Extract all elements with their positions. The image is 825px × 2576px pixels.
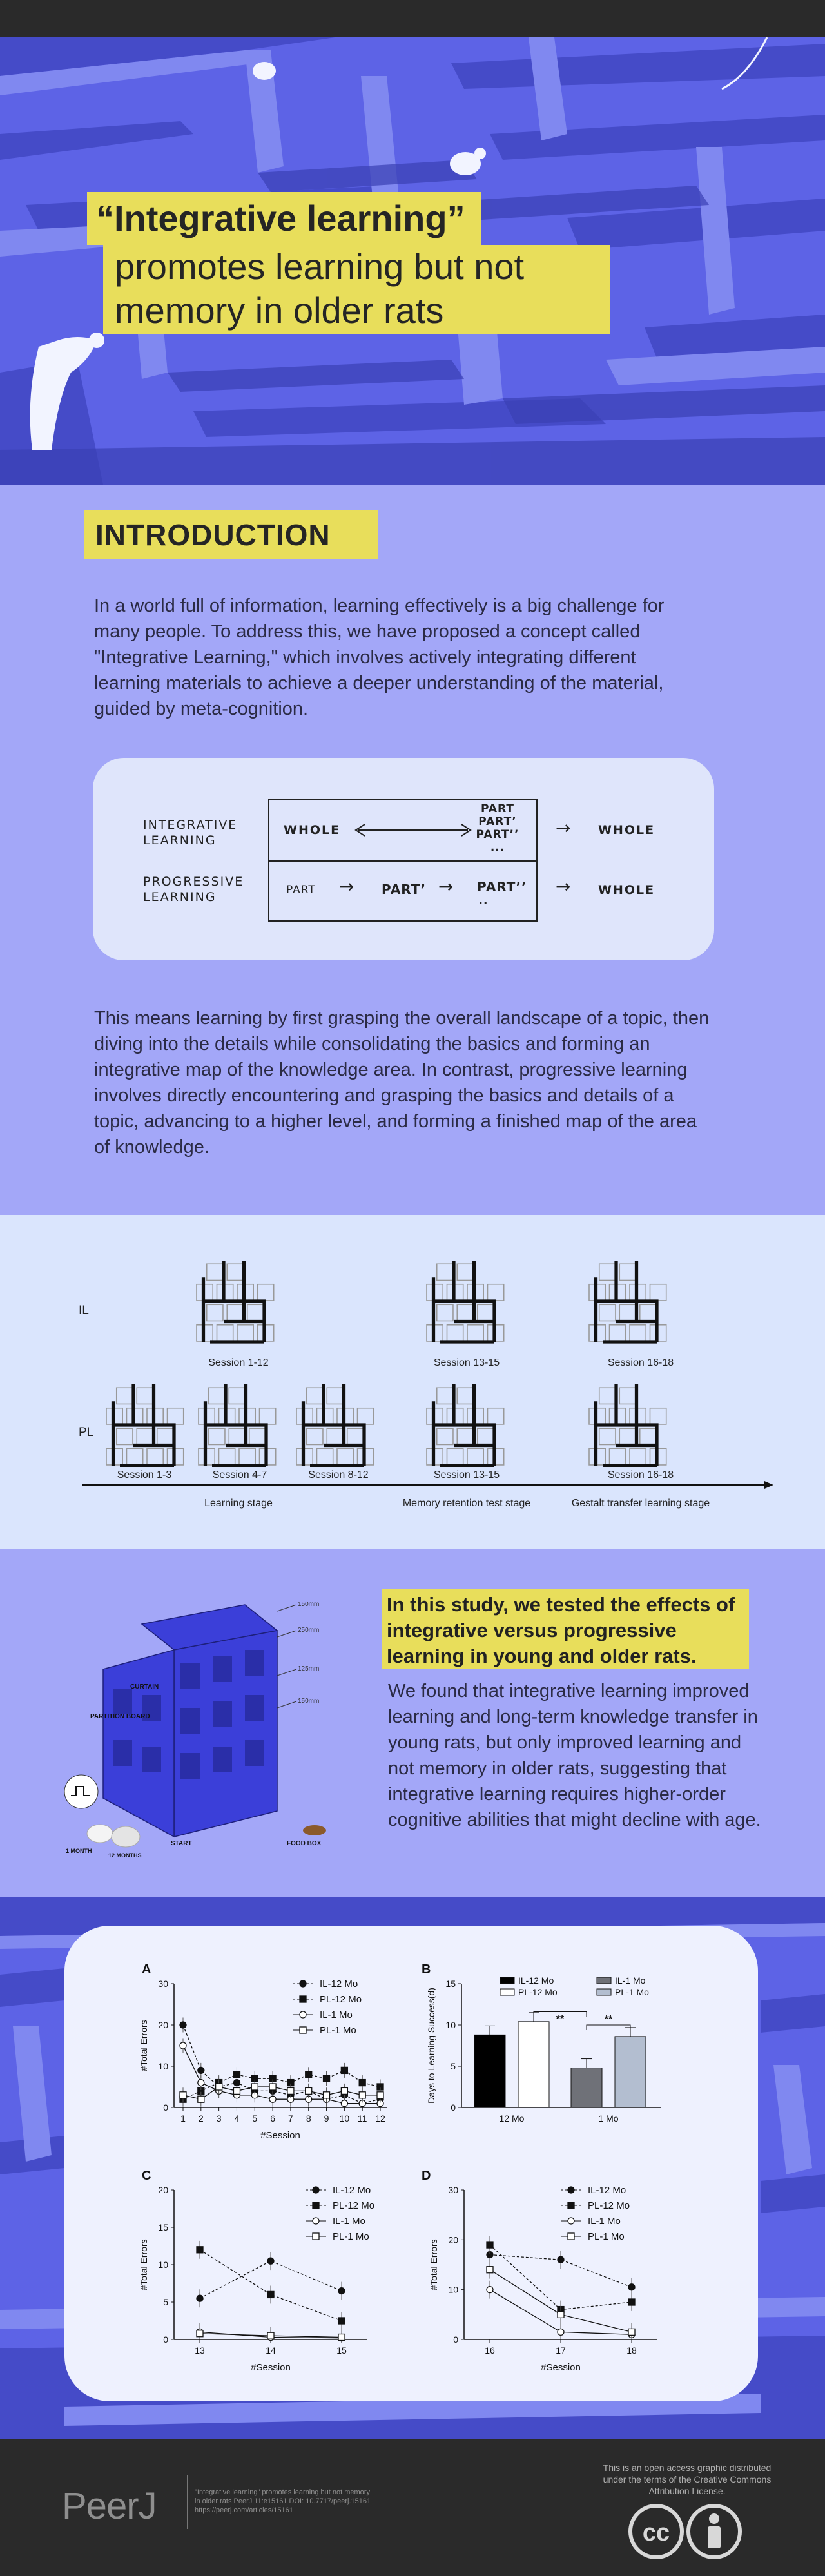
x-tick-label-B: 12 Mo xyxy=(499,2113,525,2124)
significance-label-B: ** xyxy=(604,2014,613,2025)
citation xyxy=(195,2488,427,2515)
integrative-label-line2: LEARNING xyxy=(143,833,217,847)
food-box-label: FOOD BOX xyxy=(287,1840,322,1847)
month1-label: 1 MONTH xyxy=(66,1848,92,1854)
x-tick-label-A: 3 xyxy=(216,2113,222,2124)
arrow-icon: → xyxy=(438,876,455,897)
pl-maze-4 xyxy=(427,1384,504,1466)
legend-label-A: IL-1 Mo xyxy=(320,2009,353,2020)
legend-label-D: IL-12 Mo xyxy=(588,2185,626,2196)
y-tick-label-D: 10 xyxy=(448,2284,458,2295)
title-block xyxy=(103,245,610,334)
integrative-whole: WHOLE xyxy=(284,823,341,837)
panel-label-B: B xyxy=(422,1962,431,1977)
x-tick-label-A: 6 xyxy=(270,2113,275,2124)
x-axis-label-A: #Session xyxy=(260,2130,300,2141)
citation-line-2: in older rats PeerJ 11:e15161 DOI: 10.7717/peerj.15161 xyxy=(195,2497,371,2505)
x-tick-label-A: 5 xyxy=(252,2113,258,2124)
y-axis-label-D: #Total Errors xyxy=(429,2239,439,2290)
y-tick-label-D: 0 xyxy=(453,2334,458,2345)
thought-bubble xyxy=(64,1775,98,1808)
title-line-1: “Integrative learning” xyxy=(87,192,481,245)
y-tick-label-B: 0 xyxy=(451,2102,456,2113)
legend-label-B: IL-12 Mo xyxy=(518,1975,554,1986)
il-session-2: Session 13-15 xyxy=(433,1357,500,1368)
x-axis-label-D: #Session xyxy=(541,2362,581,2373)
progressive-part1: PART’ xyxy=(382,882,427,897)
parts-stack xyxy=(472,802,523,854)
progressive-ellipsis: .. xyxy=(478,895,489,907)
introduction-heading: INTRODUCTION xyxy=(84,510,378,559)
dim-3: 125mm xyxy=(298,1665,320,1672)
intro-paragraph-1: In a world full of information, learning effectively is a big challenge for many people. To address this, we have proposed a concept called "Integrative Learning," which involves actively integrating different learning materials to achieve a deeper understanding of the material, guided by meta-cognition. xyxy=(94,596,665,719)
pl-row-label: PL xyxy=(79,1426,94,1439)
x-axis-label-C: #Session xyxy=(251,2362,291,2373)
legend-label-C: IL-1 Mo xyxy=(333,2216,365,2227)
il-session-3: Session 16-18 xyxy=(607,1357,674,1368)
y-axis-label-B: Days to Learning Success(d) xyxy=(426,1988,436,2104)
y-tick-label-C: 10 xyxy=(158,2260,168,2270)
x-tick-label-A: 2 xyxy=(198,2113,204,2124)
significance-label-B: ** xyxy=(556,2013,565,2025)
study-body: We found that integrative learning improved learning and long-term knowledge transfer in young rats, but only improved learning and not memory in older rats, suggesting that integrative learning requires higher-order cognitive abilities that might decline with age. xyxy=(388,1681,761,1830)
svg-text:cc: cc xyxy=(642,2519,670,2546)
curtain-label: CURTAIN xyxy=(130,1683,159,1690)
il-maze-1 xyxy=(197,1261,274,1342)
stack-part: PART xyxy=(481,802,514,815)
food-box-icon xyxy=(303,1825,326,1835)
x-tick-label-D: 17 xyxy=(556,2345,566,2356)
pl-maze-2 xyxy=(199,1384,276,1466)
pl-session-1: Session 1-3 xyxy=(117,1469,172,1480)
title-line-3: memory in older rats xyxy=(115,290,444,331)
progressive-label-line1: PROGRESSIVE xyxy=(143,875,244,889)
citation-link[interactable]: https://peerj.com/articles/15161 xyxy=(195,2506,293,2514)
progressive-part: PART xyxy=(286,884,316,896)
x-tick-label-A: 12 xyxy=(375,2113,385,2124)
stack-part2: PART’’ xyxy=(476,828,519,841)
progressive-result-whole: WHOLE xyxy=(598,883,655,897)
pl-session-2: Session 4-7 xyxy=(212,1469,267,1480)
x-tick-label-A: 4 xyxy=(234,2113,240,2124)
x-tick-label-D: 16 xyxy=(485,2345,495,2356)
pl-maze-1 xyxy=(106,1384,184,1466)
peerj-logo[interactable]: PeerJ xyxy=(62,2485,157,2527)
x-tick-label-C: 15 xyxy=(336,2345,347,2356)
maze-apparatus-illustration xyxy=(64,1579,354,1863)
integrative-label xyxy=(143,817,237,848)
integrative-result-whole: WHOLE xyxy=(598,823,655,837)
stage-learning: Learning stage xyxy=(204,1498,273,1509)
pl-session-5: Session 16-18 xyxy=(607,1469,674,1480)
x-tick-label-C: 14 xyxy=(266,2345,276,2356)
month12-label: 12 MONTHS xyxy=(108,1852,142,1859)
y-tick-label-D: 30 xyxy=(448,2185,458,2195)
y-tick-label-C: 20 xyxy=(158,2185,168,2195)
y-tick-label-A: 20 xyxy=(158,2020,168,2030)
intro-paragraph-2: This means learning by first grasping the overall landscape of a topic, then diving into the details while consolidating the basics and forming an integrative map of the knowledge area. In contrast, progressive learning involves directly encountering and grasping the basics and details of a topic, advancing to a higher level, and forming a finished map of the area of knowledge. xyxy=(94,1008,710,1157)
y-axis-label-A: #Total Errors xyxy=(139,2020,149,2071)
legend-label-D: PL-12 Mo xyxy=(588,2200,630,2211)
arrow-icon: → xyxy=(556,817,572,838)
y-tick-label-B: 15 xyxy=(445,1979,456,1989)
double-arrow-icon xyxy=(353,822,473,838)
stack-ellipsis: ... xyxy=(490,841,505,854)
legend-label-D: PL-1 Mo xyxy=(588,2231,625,2242)
cc-by-icon[interactable] xyxy=(628,2503,744,2561)
timeline-arrowhead xyxy=(764,1481,773,1489)
il-session-1: Session 1-12 xyxy=(208,1357,269,1368)
y-axis-label-C: #Total Errors xyxy=(139,2239,149,2290)
integrative-label-line1: INTEGRATIVE xyxy=(143,818,238,832)
il-maze-3 xyxy=(589,1261,666,1342)
dim-2: 250mm xyxy=(298,1627,320,1634)
legend-label-B: PL-12 Mo xyxy=(518,1987,558,1997)
x-tick-label-D: 18 xyxy=(626,2345,637,2356)
stage-gestalt: Gestalt transfer learning stage xyxy=(571,1498,710,1509)
panel-label-D: D xyxy=(422,2169,431,2183)
maze-protocol-figure xyxy=(0,1215,825,1549)
legend-label-A: IL-12 Mo xyxy=(320,1979,358,1990)
pl-maze-5 xyxy=(589,1384,666,1466)
dim-4: 150mm xyxy=(298,1698,320,1705)
comparison-divider xyxy=(268,860,538,862)
legend-label-C: PL-12 Mo xyxy=(333,2200,375,2211)
pl-session-4: Session 13-15 xyxy=(433,1469,500,1480)
stage-memory: Memory retention test stage xyxy=(402,1498,531,1509)
pl-maze-3 xyxy=(296,1384,374,1466)
citation-line-1: "Integrative learning" promotes learning but not memory xyxy=(195,2488,370,2496)
stack-part1: PART’ xyxy=(478,815,517,828)
y-tick-label-C: 0 xyxy=(163,2334,168,2345)
arrow-icon: → xyxy=(339,876,356,897)
legend-label-C: PL-1 Mo xyxy=(333,2231,369,2242)
legend-label-A: PL-12 Mo xyxy=(320,1994,362,2005)
progressive-label xyxy=(143,874,244,905)
y-tick-label-B: 5 xyxy=(451,2061,456,2071)
y-tick-label-A: 10 xyxy=(158,2061,168,2071)
x-tick-label-C: 13 xyxy=(195,2345,205,2356)
progressive-label-line2: LEARNING xyxy=(143,890,217,904)
progressive-part2: PART’’ xyxy=(477,879,527,895)
title-line-2: promotes learning but not xyxy=(115,246,525,287)
x-tick-label-A: 7 xyxy=(288,2113,293,2124)
x-tick-label-A: 10 xyxy=(339,2113,350,2124)
y-tick-label-D: 20 xyxy=(448,2234,458,2245)
legend-label-C: IL-12 Mo xyxy=(333,2185,371,2196)
license-text: This is an open access graphic distributed under the terms of the Creative Commons Attribution License. xyxy=(603,2463,772,2496)
legend-label-D: IL-1 Mo xyxy=(588,2216,621,2227)
legend-label-B: IL-1 Mo xyxy=(615,1975,646,1986)
panel-label-A: A xyxy=(142,1962,151,1977)
rat-young-icon xyxy=(87,1825,113,1843)
partition-label: PARTITION BOARD xyxy=(90,1713,150,1720)
y-tick-label-A: 0 xyxy=(163,2102,168,2113)
panel-label-C: C xyxy=(142,2169,151,2183)
study-headline: In this study, we tested the effects of integrative versus progressive learning in young and older rats. xyxy=(382,1589,749,1669)
y-tick-label-C: 5 xyxy=(163,2297,168,2307)
rat-old-icon xyxy=(112,1826,140,1847)
x-tick-label-A: 8 xyxy=(306,2113,311,2124)
top-bar xyxy=(0,0,825,37)
y-tick-label-C: 15 xyxy=(158,2222,168,2232)
legend-label-B: PL-1 Mo xyxy=(615,1987,649,1997)
x-tick-label-A: 1 xyxy=(180,2113,186,2124)
start-label: START xyxy=(171,1840,192,1847)
pl-session-3: Session 8-12 xyxy=(308,1469,369,1480)
y-tick-label-A: 30 xyxy=(158,1979,168,1989)
il-row-label: IL xyxy=(79,1304,89,1317)
arrow-icon: → xyxy=(556,876,572,897)
x-tick-label-A: 11 xyxy=(357,2113,367,2124)
y-tick-label-B: 10 xyxy=(445,2020,456,2030)
dim-1: 150mm xyxy=(298,1601,320,1608)
results-card xyxy=(64,1926,758,2401)
footer-divider xyxy=(187,2475,188,2529)
x-tick-label-A: 9 xyxy=(324,2113,329,2124)
il-maze-2 xyxy=(427,1261,504,1342)
legend-label-A: PL-1 Mo xyxy=(320,2025,356,2036)
x-tick-label-B: 1 Mo xyxy=(598,2113,619,2124)
